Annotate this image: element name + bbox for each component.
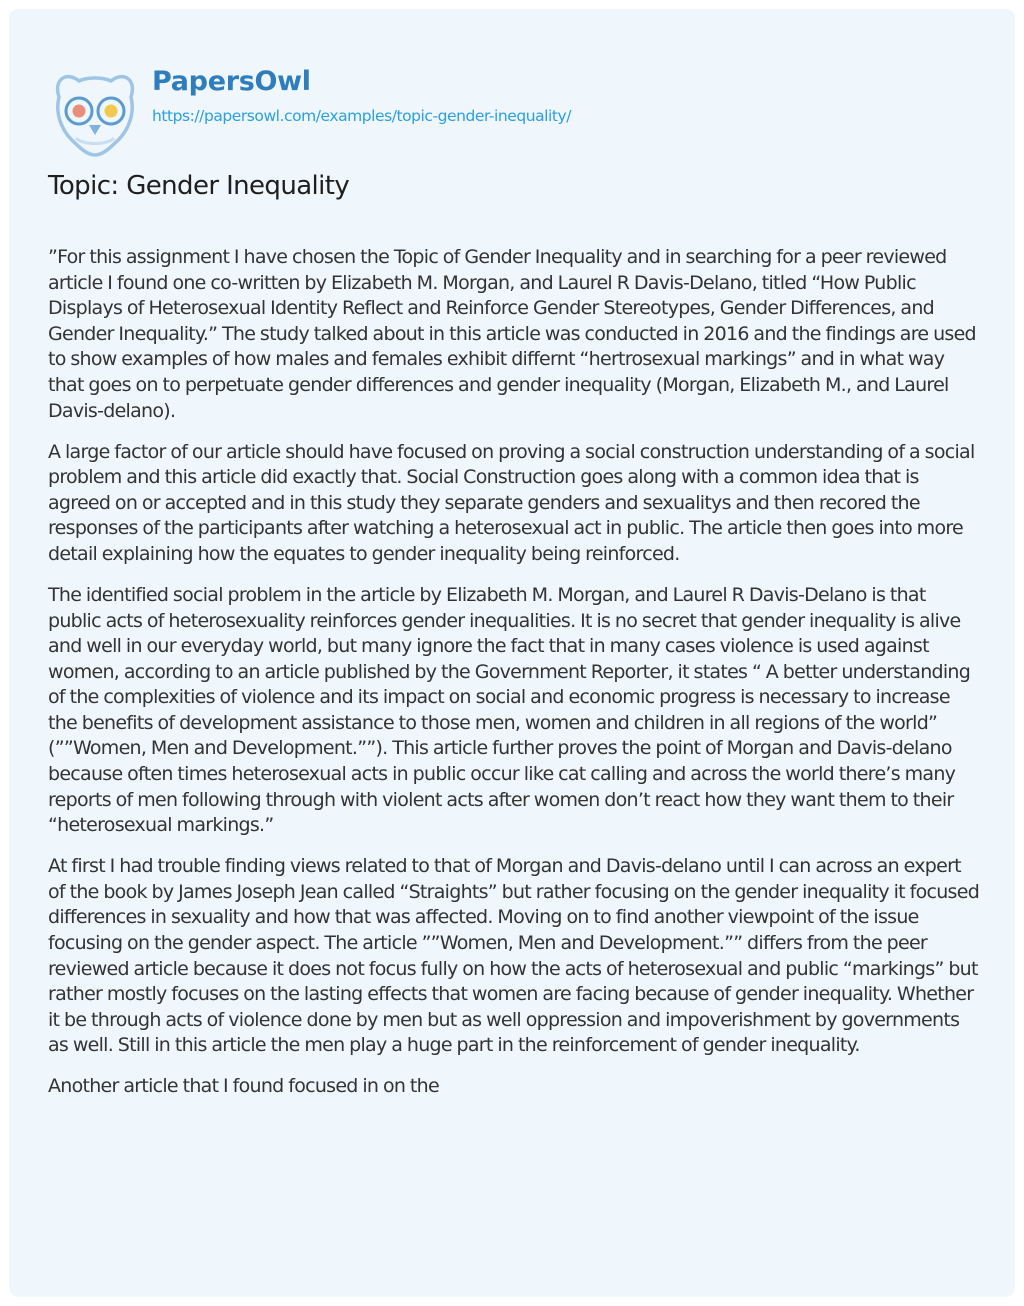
owl-icon [49, 67, 141, 159]
source-url-link[interactable]: https://papersowl.com/examples/topic-gender-inequality/ [152, 107, 571, 125]
paragraph: The identified social problem in the article by Elizabeth M. Morgan, and Laurel R Davis-Delano is that public acts of heterosexuality reinforces gender inequalities. It is no secret that gender inequality is alive and well in our everyday world, but many ignore the fact that in many cases violence is used against women, according to an article published by the Government Reporter, it states “ A better understanding of the complexities of violence and its impact on social and economic progress is necessary to increase the benefits of development assistance to those men, women and children in all regions of the world” (””Women, Men and Development.””). This article further proves the point of Morgan and Davis-delano because often times heterosexual acts in public occur like cat calling and across the world there’s many reports of men following through with violent acts after women don’t react how they want them to their “heterosexual markings.” [48, 583, 971, 837]
paragraph: At first I had trouble finding views related to that of Morgan and Davis-delano until I can across an expert of the book by James Joseph Jean called “Straights” but rather focusing on the gender inequality it focused differences in sexuality and how that was affected. Moving on to find another viewpoint of the issue focusing on the gender aspect. The article ””Women, Men and Development.”” differs from the peer reviewed article because it does not focus fully on how the acts of heterosexual and public “markings” but rather mostly focuses on the lasting effects that women are facing because of gender inequality. Whether it be through acts of violence done by men but as well oppression and impoverishment by governments as well. Still in this article the men play a huge part in the reinforcement of gender inequality. [48, 855, 980, 1057]
document-card [9, 9, 1015, 1297]
brand-name[interactable]: PapersOwl [152, 66, 311, 97]
paragraph: A large factor of our article should have focused on proving a social construction understanding of a social problem and this article did exactly that. Social Construction goes along with a common idea that is agreed on or accepted and in this study they separate genders and sexualitys and then recored the responses of the participants after watching a heterosexual act in public. The article then goes into more detail explaining how the equates to gender inequality being reinforced. [48, 440, 975, 565]
article-body [48, 245, 980, 1115]
paragraph: Another article that I found focused in on the [48, 1075, 439, 1098]
page-title: Topic: Gender Inequality [48, 171, 350, 201]
paragraph: ”For this assignment I have chosen the Topic of Gender Inequality and in searching for a peer reviewed article I found one co-written by Elizabeth M. Morgan, and Laurel R Davis-Delano, titled “How Public Displays of Heterosexual Identity Reflect and Reinforce Gender Stereotypes, Gender Differences, and Gender Inequality.” The study talked about in this article was conducted in 2016 and the findings are used to show examples of how males and females exhibit differnt “hertrosexual markings” and in what way that goes on to perpetuate gender differences and gender inequality (Morgan, Elizabeth M., and Laurel Davis-delano). [48, 246, 976, 422]
